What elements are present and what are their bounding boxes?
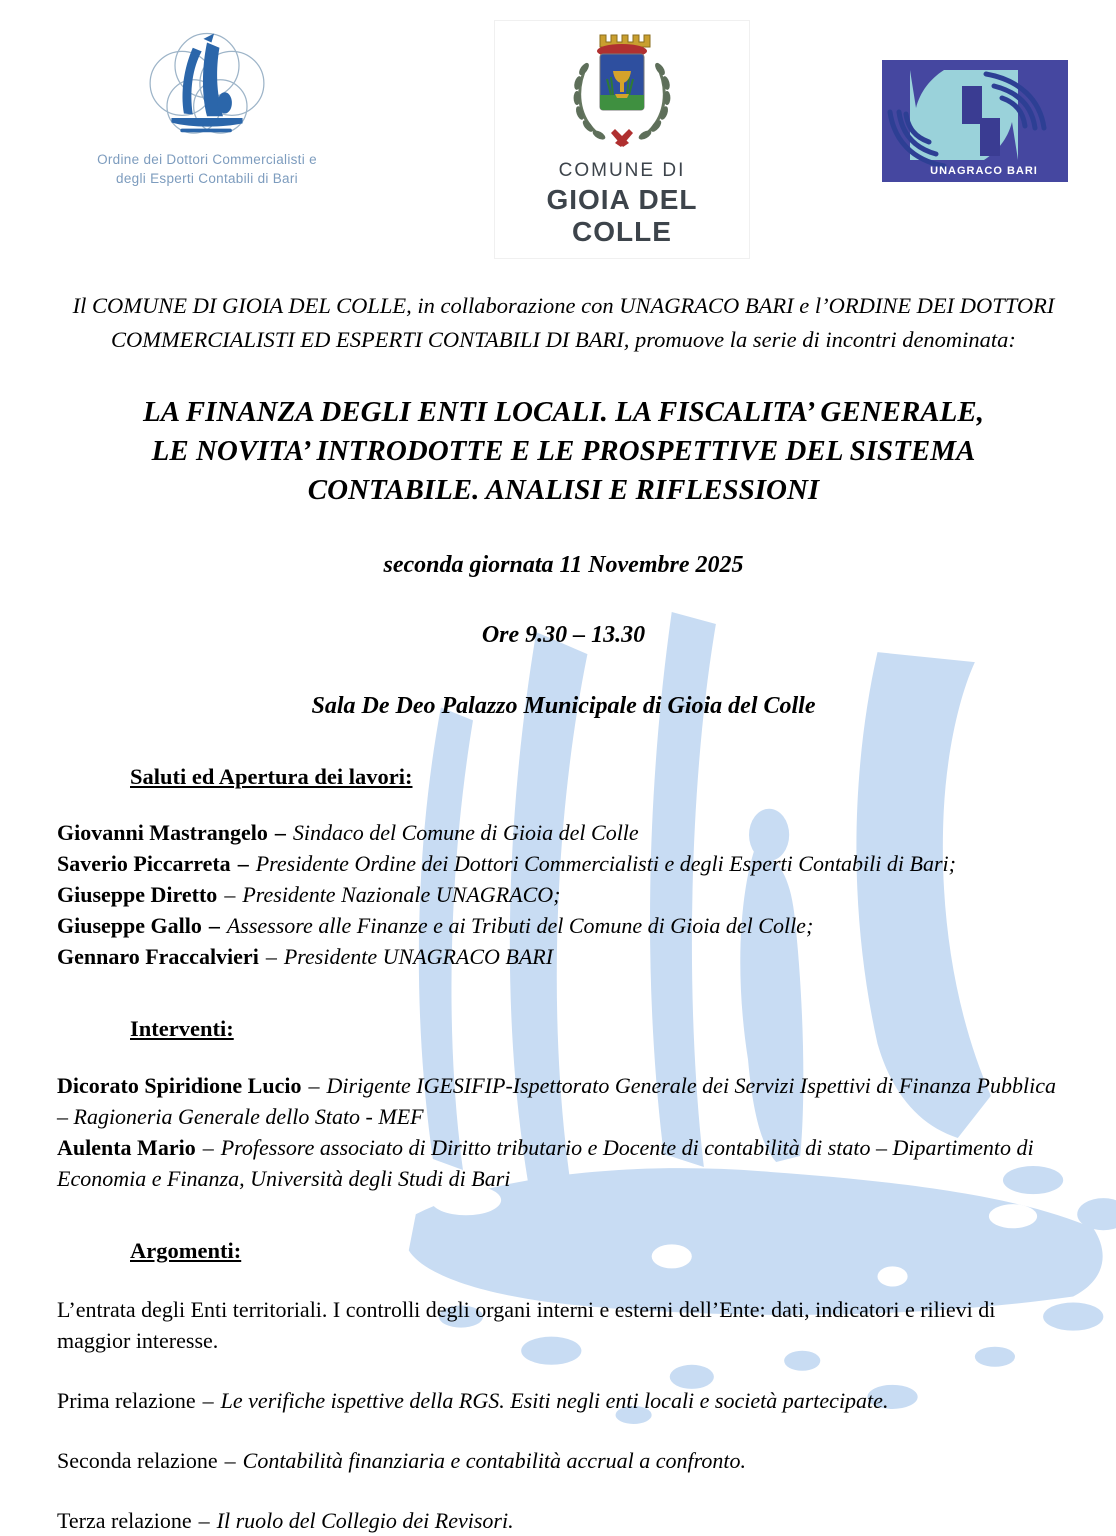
speaker-role: Assessore alle Finanze e ai Tributi del Comune di Gioia del Colle; bbox=[226, 913, 814, 938]
event-date: seconda giornata 11 Novembre 2025 bbox=[383, 552, 744, 578]
unagraco-logo bbox=[882, 60, 1068, 187]
speech-row bbox=[57, 1132, 1070, 1194]
speaker-role: Presidente UNAGRACO BARI bbox=[283, 944, 554, 969]
speaker-name: Saverio Piccarreta bbox=[57, 851, 231, 876]
comune-crest-icon bbox=[547, 27, 697, 153]
report-label: Prima relazione bbox=[57, 1388, 196, 1413]
event-venue: Sala De Deo Palazzo Municipale di Gioia del Colle bbox=[311, 693, 816, 719]
reports-list bbox=[57, 1385, 1070, 1536]
event-time: Ore 9.30 – 13.30 bbox=[481, 622, 646, 648]
speaker-role: Presidente Ordine dei Dottori Commercialisti e degli Esperti Contabili di Bari; bbox=[255, 851, 956, 876]
comune-logo bbox=[494, 20, 750, 259]
odcec-logo bbox=[52, 26, 362, 189]
speaker-name: Gennaro Fraccalvieri bbox=[57, 944, 259, 969]
speaker-row bbox=[57, 879, 1070, 910]
event-title-line2: LE NOVITA’ INTRODOTTE E LE PROSPETTIVE DEL SISTEMA bbox=[151, 435, 976, 467]
unagraco-swirl-icon bbox=[882, 60, 1068, 182]
speaker-name: Giuseppe Gallo bbox=[57, 913, 202, 938]
speech-speaker-name: Dicorato Spiridione Lucio bbox=[57, 1073, 302, 1098]
speeches-list bbox=[57, 1070, 1070, 1194]
report-label: Terza relazione bbox=[57, 1508, 192, 1533]
topics-paragraph: L’entrata degli Enti territoriali. I controlli degli organi interni e esterni dell’Ente: dati, indicatori e rilievi di maggior interesse. bbox=[57, 1297, 996, 1353]
topics-heading: Argomenti: bbox=[130, 1238, 242, 1263]
speech-speaker-name: Aulenta Mario bbox=[57, 1135, 196, 1160]
speaker-row bbox=[57, 848, 1070, 879]
event-title-line1: LA FINANZA DEGLI ENTI LOCALI. LA FISCALITA’ GENERALE, bbox=[143, 396, 984, 428]
speaker-row bbox=[57, 817, 1070, 848]
speaker-name: Giuseppe Diretto bbox=[57, 882, 218, 907]
odcec-caption-line2: degli Esperti Contabili di Bari bbox=[116, 170, 298, 186]
report-text: Contabilità finanziaria e contabilità accrual a confronto. bbox=[242, 1448, 746, 1473]
report-label: Seconda relazione bbox=[57, 1448, 218, 1473]
speech-row bbox=[57, 1070, 1070, 1132]
dash-separator: – bbox=[224, 882, 236, 907]
event-title bbox=[57, 393, 1070, 510]
dash-separator: – bbox=[202, 1135, 214, 1160]
speech-speaker-role: Professore associato di Diritto tributario e Docente di contabilità di stato – Dipartimento di Economia e Finanza, Università degli Studi di Bari bbox=[57, 1135, 1034, 1191]
speaker-role: Presidente Nazionale UNAGRACO; bbox=[242, 882, 561, 907]
dash-separator: – bbox=[274, 820, 286, 845]
dash-separator: – bbox=[237, 851, 249, 876]
dash-separator: – bbox=[265, 944, 277, 969]
report-row bbox=[57, 1505, 1070, 1536]
speaker-row bbox=[57, 910, 1070, 941]
speaker-role: Sindaco del Comune di Gioia del Colle bbox=[292, 820, 639, 845]
report-row bbox=[57, 1445, 1070, 1476]
comune-caption-line2: GIOIA DEL COLLE bbox=[546, 184, 698, 247]
speakers-list bbox=[57, 817, 1070, 972]
odcec-sailboat-icon bbox=[127, 26, 287, 146]
comune-caption-line1: COMUNE DI bbox=[558, 160, 686, 181]
dash-separator: – bbox=[202, 1388, 214, 1413]
body bbox=[0, 289, 1116, 1536]
speaker-name: Giovanni Mastrangelo bbox=[57, 820, 268, 845]
header bbox=[0, 0, 1116, 259]
speeches-heading: Interventi: bbox=[130, 1016, 234, 1041]
dash-separator: – bbox=[198, 1508, 210, 1533]
dash-separator: – bbox=[224, 1448, 236, 1473]
speech-speaker-role: Dirigente IGESIFIP-Ispettorato Generale dei Servizi Ispettivi di Finanza Pubblica – Ragioneria Generale dello Stato - MEF bbox=[57, 1073, 1056, 1129]
unagraco-label: UNAGRACO BARI bbox=[930, 165, 1038, 177]
dash-separator: – bbox=[308, 1073, 320, 1098]
dash-separator: – bbox=[208, 913, 220, 938]
greetings-heading: Saluti ed Apertura dei lavori: bbox=[130, 764, 413, 789]
odcec-caption-line1: Ordine dei Dottori Commercialisti e bbox=[97, 152, 317, 167]
report-text: Le verifiche ispettive della RGS. Esiti negli enti locali e società partecipate. bbox=[220, 1388, 889, 1413]
report-row bbox=[57, 1385, 1070, 1416]
intro-paragraph: Il COMUNE DI GIOIA DEL COLLE, in collaborazione con UNAGRACO BARI e l’ORDINE DEI DOTTORI COMMERCIALISTI ED ESPERTI CONTABILI DI BARI, promuove la serie di incontri denominata: bbox=[72, 293, 1055, 352]
speaker-row bbox=[57, 941, 1070, 972]
event-title-line3: CONTABILE. ANALISI E RIFLESSIONI bbox=[307, 474, 820, 506]
report-text: Il ruolo del Collegio dei Revisori. bbox=[216, 1508, 514, 1533]
